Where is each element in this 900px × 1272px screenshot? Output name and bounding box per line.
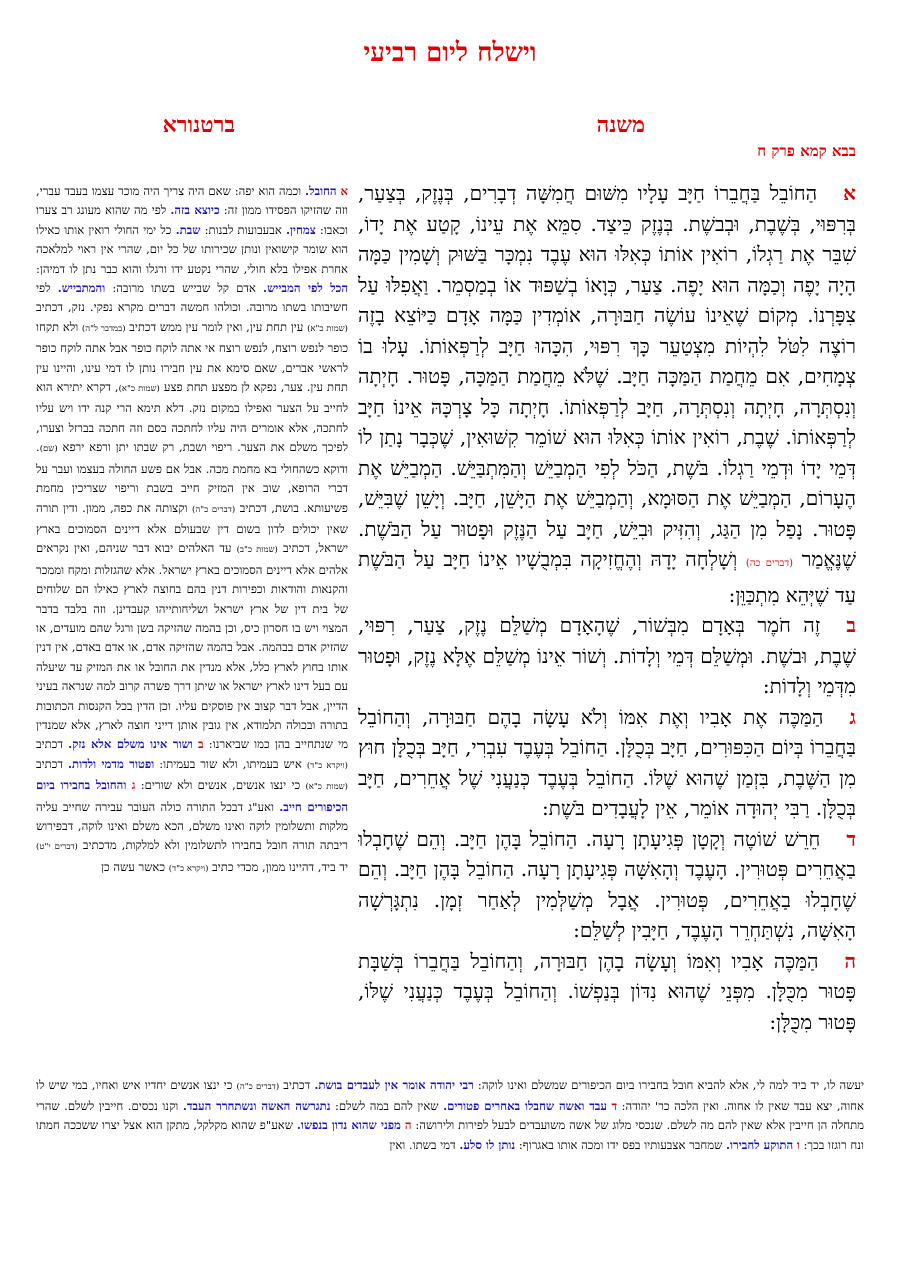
mishna-reference-letter: ה	[404, 1118, 412, 1133]
verse-citation: (דברים כ"ה)	[192, 504, 236, 515]
commentary-text: כל ימי החולי רואין אותו כאילו הוא שומר קישואין ונותן שכירותו של כל יום, שהרי אין ראוי למלאכה אחרת אפילו בלא חולי, שהרי נקטע ידו ורגלו והוא כבר נתן לו דמיהן:	[36, 222, 348, 276]
mishna-text: הַחוֹבֵל בַּחֲבֵרוֹ חַיָּב עָלָיו מִשּׁוּם חֲמִשָּׁה דְבָרִים, בְּנֶזֶק, בְּצַעַר, בְּרִפּוּי, בְּשֶׁבֶת, וּבְבשֶׁת. בְּנֶזֶק כֵּיצַד. סִמֵּא אֶת עֵינוֹ, קָטַע אֶת יָדוֹ, שִׁבֵּר אֶת רַגְלוֹ, רוֹאִין אוֹתוֹ כְּאִלּוּ הוּא עֶבֶד נִמְכָּר בַּשּׁוּק וְשָׁמִין כַּמָּה הָיָה יָפֶה וְכַמָּה הוּא יָפֶה. צַעַר, כְּוָאוֹ בְשַׁפּוּד אוֹ בְמַסְמֵר. וַאֲפִלּוּ עַל צִפָּרְנוֹ. מְקוֹם שֶׁאֵינוֹ עוֹשֶׂה חַבּוּרָה, אוֹמְדִין כַּמָּה אָדָם כַּיּוֹצֵא בָזֶה רוֹצֶה לִטֹּל לִהְיוֹת מִצְטַעֵר כָּךְ רִפּוּי, הִכָּהוּ חַיָּב לְרַפְּאוֹתוֹ. עָלוּ בוֹ צְמָחִים, אִם מֵחֲמַת הַמַּכָּה חַיָּב. שֶׁלֹּא מֵחֲמַת הַמַּכָּה, פָּטוּר. חָיְתָה וְנִסְתְּרָה, חָיְתָה וְנִסְתְּרָה, חַיָּב לְרַפְּאוֹתוֹ. חָיְתָה כָּל צָרְכָּהּ אֵינוֹ חַיָּב לְרַפְּאוֹתוֹ. שֶׁבֶת, רוֹאִין אוֹתוֹ כְּאִלּוּ הוּא שׁוֹמֵר קִשּׁוּאִין, שֶׁכְּבָר נָתַן לוֹ דְּמֵי יָדוֹ וּדְמֵי רַגְלוֹ. בֹּשֶׁת, הַכֹּל לְפִי הַמְבַיֵּשׁ וְהַמִּתְבַּיֵּשׁ. הַמְבַיֵּשׁ אֶת הֶעָרוֹם, הַמְבַיֵּשׁ אֶת הַסּוּמָא, וְהַמְבַיֵּשׁ אֶת הַיָּשֵׁן, חַיָּב. וְיָשֵׁן שֶׁבִּיֵּשׁ, פָּטוּר. נָפַל מִן הַגַּג, וְהִזִּיק וּבִיֵּשׁ, חַיָּב עַל הַנֶּזֶק וּפָטוּר עַל הַבֹּשֶׁת. שֶׁנֶּאֱמַר	[358, 181, 856, 571]
commentary-keyword: עבד ואשה שחבלו באחרים פטורים.	[443, 1099, 607, 1114]
mishna-reference-letter: ד	[611, 1099, 618, 1114]
mishna-number: א	[843, 181, 856, 205]
commentary-text: וקנו נכסים. חייבין לשלם. שהרי מתחלה הן חייבין אלא שאין להם מה לשלם. שנכסי מלוג של אשה משועבדים לבעל לפירות ולירושה:	[36, 1099, 864, 1133]
mishna-reference-letter: א	[340, 184, 348, 198]
mishna-paragraph	[358, 702, 856, 824]
commentary-keyword: צמחין.	[285, 222, 316, 237]
verse-citation: (במדבר ל"ה)	[81, 323, 126, 334]
commentary-keyword: שבת.	[175, 222, 201, 237]
verse-citation: (שם)	[39, 444, 58, 455]
commentary-text: עין תחת עין, ואין לומר עין ממש דכתיב	[125, 319, 308, 334]
verse-citation: (שמות כ"א)	[305, 782, 348, 793]
commentary-text: שמחבר אצבעותיו בפס ידו ומכה אותו באגרוף:	[515, 1137, 727, 1152]
verse-citation: (שמות כ"א)	[307, 323, 348, 334]
commentary-text: איש בעמיתו, ולא שור בעמיתו:	[154, 756, 307, 771]
chapter-reference: בבא קמא פרק ח	[757, 142, 856, 160]
mishna-paragraph	[358, 824, 856, 946]
commentary-text: , דקרא יתירא הוא לחייב על הצער ואפילו במקום נזק. דלא תימא הרי קנה ידו ויש עליו לחתכה, אלא אומרים היה עליו לחתכה בסם וזה חתכה בברזל וצערו, לפיכך משלם את הצער. ריפוי ושבת, רק שבתו יתן ורפא ירפא	[36, 380, 348, 455]
commentary-text: ואע"ג דבכל התורה כולה העובר עבירה שחייב עליה מלקות ותשלומין לוקה ואינו משלם, הכא משלם ואינו לוקה, דבפירוש ריבתה תורה חובל בחבירו לתשלומין ולא למלקות, מדכתיב	[36, 799, 348, 853]
commentary-text: אבעבועות לבנות:	[200, 222, 286, 237]
commentary-text: שאין להם במה לשלם:	[330, 1099, 444, 1114]
commentary-text: לפי חשיבותו בשתו מרובה. וכולהו חמשה דברים מקרא נפקי. נזק, דכתיב	[36, 281, 348, 315]
commentary-paragraph	[36, 1076, 864, 1155]
commentary-keyword: והמתבייש.	[57, 281, 106, 296]
commentary-paragraph	[36, 182, 348, 879]
verse-citation: (ויקרא כ"ד)	[306, 760, 348, 771]
mishna-text: זֶה חֹמֶר בְּאָדָם מִבְּשׁוֹר, שֶׁהָאָדָם מְשַׁלֵּם נֶזֶק, צַעַר, רִפּוּי, שֶׁבֶת, וּבשֶׁת. וּמְשַׁלֵּם דְּמֵי וְלָדוֹת. וְשׁוֹר אֵינוֹ מְשַׁלֵּם אֶלָּא נֶזֶק, וּפָטוּר מִדְּמֵי וְלָדוֹת:	[358, 613, 856, 698]
verse-citation: (שמות כ"א)	[118, 384, 160, 395]
bartenura-heading: ברטנורא	[162, 112, 235, 138]
mishna-reference-letter: ו	[796, 1137, 800, 1152]
commentary-text: וקצותה את כפה, ממון. ודין תורה שאין יכולים לדון בשום דין שבעולם אלא דיינים הסמוכים בארץ ישראל, דכתיב	[36, 500, 348, 556]
commentary-keyword: רבי יהודה אומר אין לעבדים בושת.	[314, 1078, 474, 1092]
mishna-paragraph	[358, 178, 856, 610]
verse-citation: (שמות כ"ב)	[236, 545, 278, 556]
mishna-reference-letter: ב	[198, 737, 204, 752]
commentary-keyword: התוקע לחבירו.	[726, 1137, 794, 1152]
commentary-text: שאע"פ שהוא מקלקל, מתקן הוא אצל יצרו ששככה חמתו ונח רוגזו בכך:	[36, 1118, 864, 1152]
commentary-text: יעשה לו, יד ביד למה לי, אלא להביא חובל בחבירו ביום הכיפורים שמשלם ואינו לוקה:	[473, 1078, 864, 1092]
commentary-text: דמי בשתו. ואין	[389, 1137, 460, 1152]
commentary-keyword: נותן לו סלע.	[459, 1137, 516, 1152]
bartenura-commentary-continuation	[36, 1076, 864, 1186]
commentary-keyword: כיוצא בזה.	[170, 203, 220, 218]
verse-citation: (דברים י"ט)	[36, 842, 78, 853]
mishna-number: ה	[844, 948, 856, 973]
mishna-reference-letter: ג	[131, 778, 136, 793]
mishna-number: ב	[846, 613, 856, 637]
commentary-keyword: והחובל בחבירו ביום הכיפורים חייב.	[36, 778, 348, 814]
commentary-text: לפי מה שהוא מעונג רב צערו וכאבו:	[36, 203, 348, 237]
mishna-text: הַמַּכֶּה אֶת אָבִיו וְאֶת אִמּוֹ וְלֹא עָשָׂה בָהֶם חַבּוּרָה, וְהַחוֹבֵל בַּחֲבֵרוֹ בְּיוֹם הַכִּפּוּרִים, חַיָּב בְּכֻלָּן. הַחוֹבֵל בְּעֶבֶד עִבְרִי, חַיָּב בְּכֻלָּן חוּץ מִן הַשֶּׁבֶת, בִּזְמַן שֶׁהוּא שֶׁלּוֹ. הַחוֹבֵל בְּעֶבֶד כְּנַעֲנִי שֶׁל אֲחֵרִים, חַיָּב בְּכֻלָּן. רַבִּי יְהוּדָה אוֹמֵר, אֵין לָעֲבָדִים בֹּשֶׁת:	[358, 704, 856, 820]
commentary-text: עד האלהים יבוא דבר שניהם, ואין נקראים אלהים אלא דיינים הסמוכים בארץ ישראל. אלא שהגזלות ומקח וממכר והקנאות והודאות וכפירות דנין בהם בחוצה לארץ כאילו הם שלוחים של בית דין של ארץ ישראל ושליחותייהו קעבדינן. וזה בלבד בדבר המצוי ויש בו חסרון כיס, וכן בהמה שהזיקה בשן ורגל שהם מועדים, או שהזיק אדם בבהמה. אבל בהמה שהזיקה אדם, או אדם באדם, אין דנין אותו בחוץ לארץ כלל, אלא מנדין את החובל או את המזיק עד שיעלה עם בעל דינו לארץ ישראל או שיתן דרך פשרה קרוב למה שנראה בעיני הדיין, אבל דבר קצוב אין פוסקים עליו. וכן הדין בכל הקנסות הכתובות בתורה ובכולה תלמודא, אין גובין אותן דייני חוצה לארץ, אלא שמנדין מי שנתחייב בהן כמו שביארנו:	[36, 541, 348, 752]
mishna-text: הַמַּכֶּה אָבִיו וְאִמּוֹ וְעָשָׂה בָהֶן חַבּוּרָה, וְהַחוֹבֵל בַּחֲבֵרוֹ בְּשַׁבָּת פָּטוּר מִכֻּלָּן. מִפְּנֵי שֶׁהוּא נִדּוֹן בְּנַפְשׁוֹ. וְהַחוֹבֵל בְּעֶבֶד כְּנַעֲנִי שֶׁלּוֹ, פָּטוּר מִכֻּלָּן:	[358, 948, 856, 1034]
verse-citation: (ויקרא כ"ד)	[168, 863, 209, 874]
mishna-number: ג	[849, 704, 856, 729]
commentary-text: וכמה הוא יפה: שאם היה צריך היה מוכר עצמו בעבד עברי, וזה שהזיקו הפסידו ממון זה:	[36, 184, 348, 218]
bartenura-commentary-column	[36, 182, 348, 1058]
commentary-text: יד ביד, דהיינו ממון, מכדי כתיב	[208, 859, 348, 874]
mishna-text: חֵרֵשׁ שׁוֹטֶה וְקָטָן פְּגִיעָתָן רָעָה. הַחוֹבֵל בָּהֶן חַיָּב. וְהֵם שֶׁחָבְלוּ בַאֲחֵרִים פְּטוּרִין. הָעֶבֶד וְהָאִשָּׁה פְּגִיעָתָן רָעָה. הַחוֹבֵל בָּהֶן חַיָּב. וְהֵם שֶׁחָבְלוּ בַאֲחֵרִים, פְּטוּרִין. אֲבָל מְשַׁלְּמִין לְאַחַר זְמָן. נִתְגָּרְשָׁה הָאִשָּׁה, נִשְׁתַּחְרֵר הָעֶבֶד, חַיָּבִין לְשַׁלֵּם:	[358, 826, 856, 942]
commentary-text: דכתיב	[279, 1078, 315, 1092]
commentary-text: דכתיב	[36, 737, 69, 752]
verse-citation: (דברים כה)	[745, 558, 794, 569]
commentary-keyword: ופטור מדמי ולדות.	[68, 756, 155, 771]
commentary-text: כי ינצו אנשים יחדיו איש ואחיו, במי שיש לו אחוה, יצא עבד שאין לו אחוה. ואין הלכה כר' יהודה:	[36, 1078, 864, 1114]
commentary-text: ולא תקחו כופר לנפש רוצח, לנפש רוצח אי אתה לוקח כופר אבל אתה לוקח כופר לראשי אברים, שאם סימא את עין חבירו נותן לו דמי עינו, והיינו עין תחת עין. צער, נפקא לן מפצע תחת פצע	[36, 319, 348, 395]
mishna-text-column	[358, 178, 856, 1036]
commentary-keyword: החובל.	[305, 184, 337, 198]
commentary-text: כאשר עשה כן	[101, 859, 169, 874]
commentary-text: . ודוקא כשהחולי בא מחמת מכה. אבל אם פשע החולה בעצמו ועבר על דברי הרופא, שוב אין המזיק חייב בשבת וריפוי שצריכין מחמת פשיעותא. בושת, דכתיב	[36, 440, 348, 515]
verse-citation: (דברים כ"ה)	[236, 1082, 280, 1092]
commentary-text: אדם קל שבייש בשתו מרובה:	[105, 281, 264, 296]
mishna-paragraph	[358, 610, 856, 702]
mishna-heading: משנה	[596, 112, 645, 138]
mishna-text: וְשָׁלְחָה יָדָהּ וְהֶחֱזִיקָה בִּמְבֻשָׁיו אֵינוֹ חַיָּב עַל הַבֹּשֶׁת עַד שֶׁיְּהֵא מִתְכַּוֵּן:	[358, 547, 856, 607]
commentary-text: דכתיב	[36, 756, 69, 771]
page-title: וישלח ליום רביעי	[363, 38, 537, 68]
commentary-keyword: ושור אינו משלם אלא נזק.	[68, 737, 193, 752]
commentary-keyword: הכל לפי המבייש.	[263, 281, 348, 296]
commentary-keyword: נתגרשה האשה ונשתחרר העבד.	[182, 1099, 331, 1114]
commentary-text: כי ינצו אנשים, אנשים ולא שורים:	[135, 778, 306, 793]
commentary-keyword: מפני שהוא נדון בנפשו.	[296, 1118, 401, 1133]
mishna-paragraph	[358, 946, 856, 1037]
mishna-number: ד	[846, 826, 856, 851]
